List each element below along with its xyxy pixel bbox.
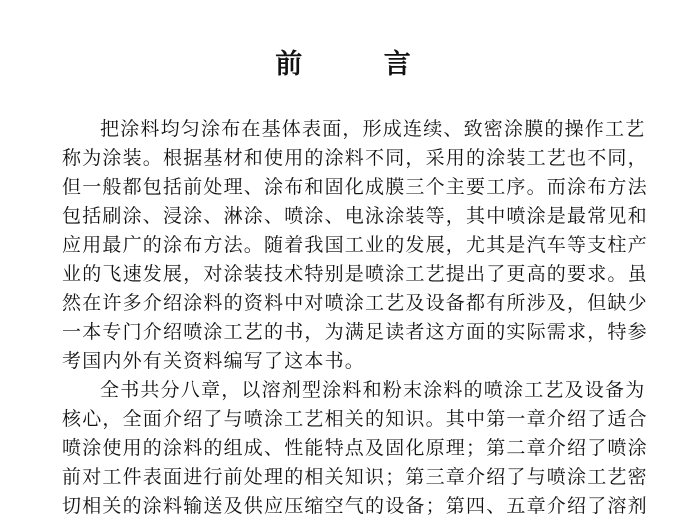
paragraph-line: 但一般都包括前处理、涂布和固化成膜三个主要工序。而涂布方法 — [62, 176, 648, 198]
paragraph-line: 核心，全面介绍了与喷涂工艺相关的知识。其中第一章介绍了适合 — [62, 408, 648, 430]
paragraph-line: 业的飞速发展，对涂装技术特别是喷涂工艺提出了更高的要求。虽 — [62, 263, 648, 285]
page-title: 前 言 — [275, 49, 447, 80]
paragraph-line: 包括刷涂、浸涂、淋涂、喷涂、电泳涂装等，其中喷涂是最常见和 — [62, 205, 648, 227]
paragraph-line: 称为涂装。根据基材和使用的涂料不同，采用的涂装工艺也不同， — [62, 147, 648, 169]
paragraph-line: 喷涂使用的涂料的组成、性能特点及固化原理；第二章介绍了喷涂 — [62, 437, 648, 459]
paragraph-line: 前对工件表面进行前处理的相关知识；第三章介绍了与喷涂工艺密 — [62, 466, 648, 488]
paragraph-line: 把涂料均匀涂布在基体表面，形成连续、致密涂膜的操作工艺 — [100, 118, 646, 140]
paragraph-line: 一本专门介绍喷涂工艺的书，为满足读者这方面的实际需求，特参 — [62, 321, 648, 343]
paragraph-line: 考国内外有关资料编写了这本书。 — [62, 350, 366, 372]
paragraph-line: 切相关的涂料输送及供应压缩空气的设备；第四、五章介绍了溶剂 — [62, 495, 648, 517]
paragraph-line: 然在许多介绍涂料的资料中对喷涂工艺及设备都有所涉及，但缺少 — [62, 292, 648, 314]
paragraph-line: 全书共分八章，以溶剂型涂料和粉末涂料的喷涂工艺及设备为 — [100, 379, 646, 401]
paragraph-line: 应用最广的涂布方法。随着我国工业的发展，尤其是汽车等支柱产 — [62, 234, 648, 256]
